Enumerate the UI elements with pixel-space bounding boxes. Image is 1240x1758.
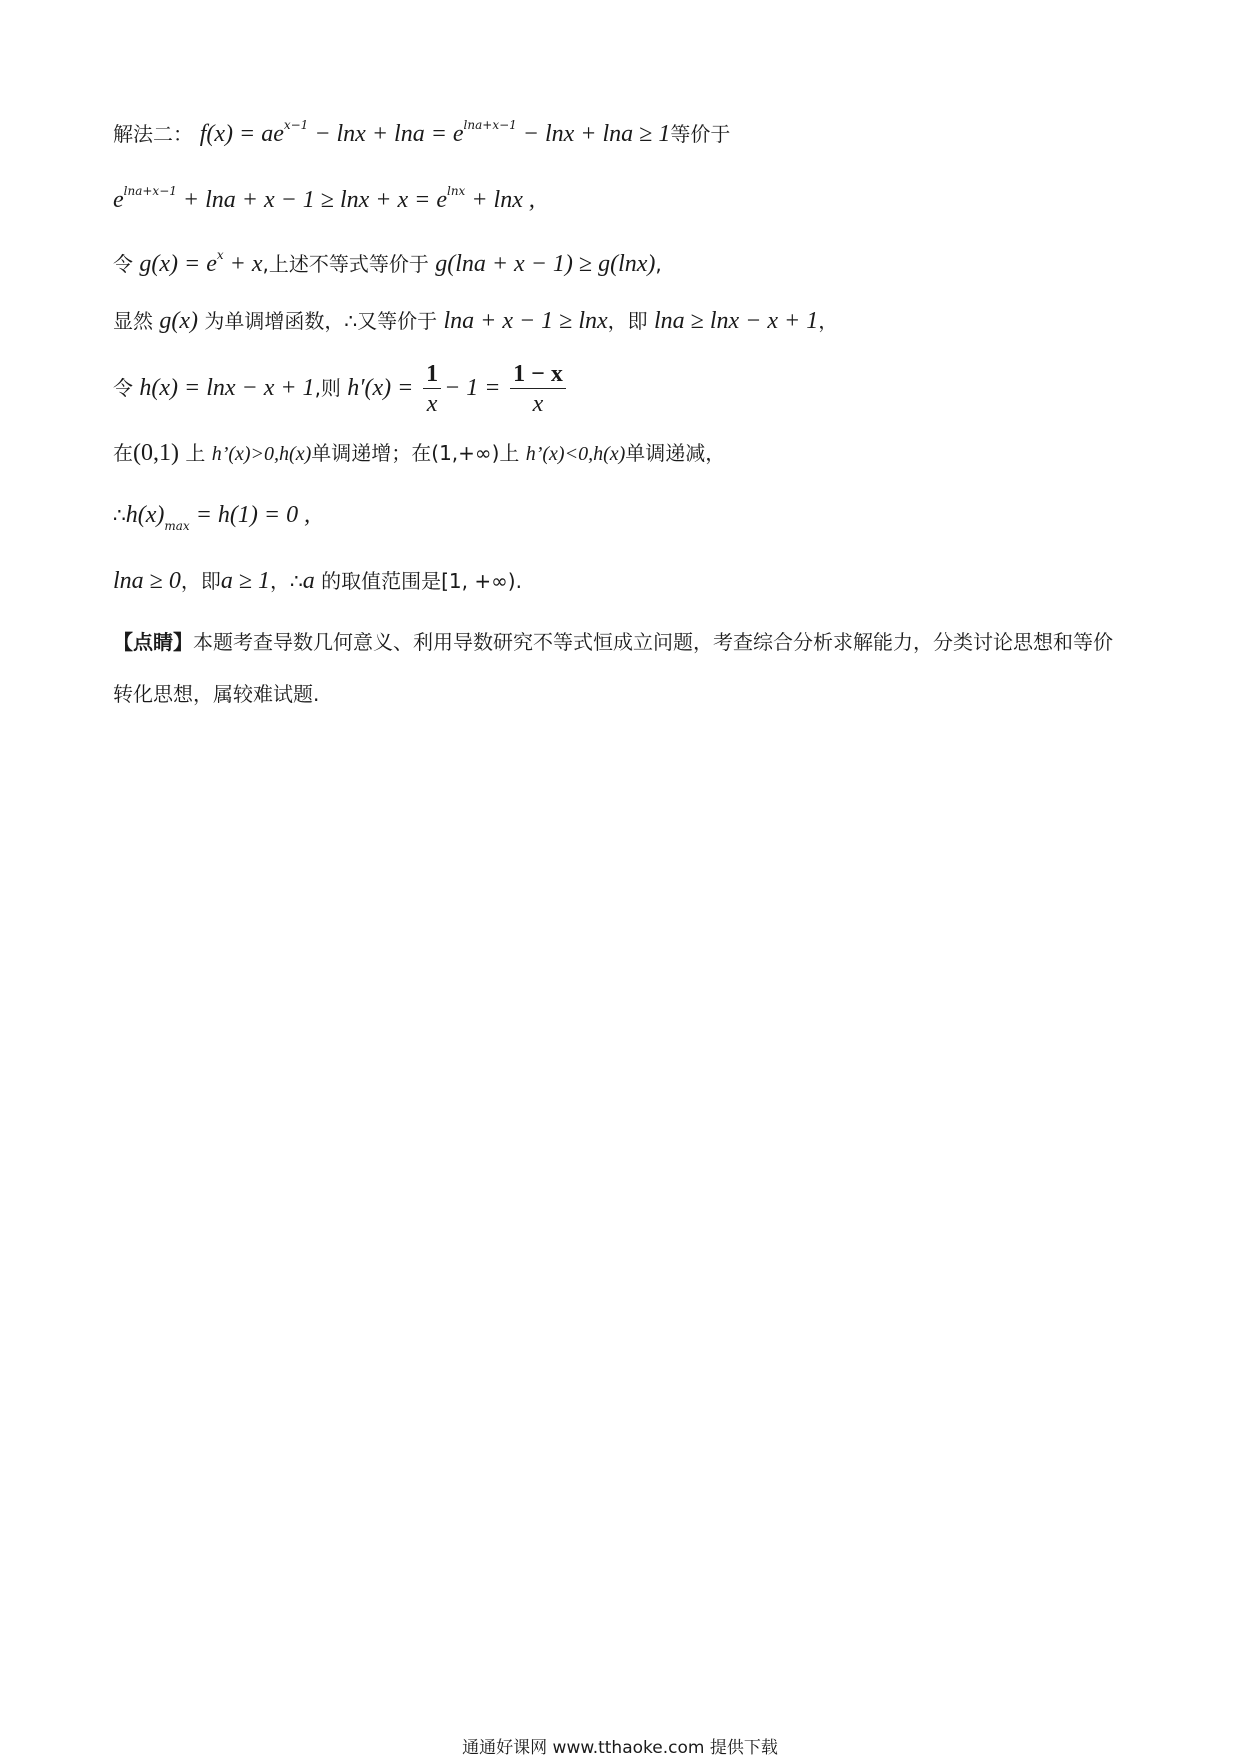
formula: h’(x)<0,h(x) — [525, 443, 626, 465]
exponent: x−1 — [283, 118, 309, 132]
footer-watermark: 通通好课网 www.tthaoke.com 提供下载 — [462, 1738, 778, 1758]
solution-line-5 — [113, 358, 569, 419]
formula: e — [113, 187, 124, 213]
formula: g(x) = e — [139, 251, 217, 277]
solution-line-3 — [113, 240, 662, 279]
formula: (0,1) — [133, 440, 179, 466]
formula: lna ≥ 0 — [113, 568, 181, 594]
text: ，即 — [607, 309, 655, 333]
formula: a ≥ 1 — [220, 568, 271, 594]
solution-line-8 — [113, 566, 522, 596]
formula: − lnx + lna ≥ 1 — [516, 121, 671, 147]
formula: + x — [223, 251, 263, 277]
formula: g(lna + x − 1) ≥ g(lnx) — [435, 251, 656, 277]
formula: h′(x) = — [347, 375, 414, 401]
text: 在 — [113, 441, 133, 465]
method-label: 解法二： — [113, 122, 193, 146]
exponent: lna+x−1 — [463, 118, 517, 132]
solution-line-4 — [113, 306, 838, 336]
exponent: x — [216, 248, 224, 262]
text: 单调递减， — [625, 441, 726, 465]
fraction — [510, 360, 566, 419]
formula: = h(1) = 0 , — [189, 502, 311, 528]
solution-line-7 — [113, 500, 310, 541]
text: ,则 — [314, 376, 348, 400]
denominator: x — [532, 391, 544, 417]
text: , — [655, 252, 662, 276]
formula: + lna + x − 1 ≥ lnx + x = e — [176, 187, 447, 213]
text: ，即 — [180, 569, 221, 593]
comment-tag: 【点睛】 — [113, 630, 193, 654]
text: ,上述不等式等价于 — [262, 252, 436, 276]
text: 令 — [113, 376, 140, 400]
formula: − lnx + lna = e — [308, 121, 464, 147]
subscript: max — [164, 519, 190, 533]
formula: f(x) = ae — [199, 121, 284, 147]
solution-line-1 — [113, 110, 730, 149]
text: 的取值范围是[1, +∞). — [314, 569, 522, 593]
denominator: x — [426, 391, 438, 417]
comment-text: 本题考查导数几何意义、利用导数研究不等式恒成立问题，考查综合分析求解能力，分类讨论思想和等价转化思想，属较难试题. — [113, 630, 1113, 706]
text: 令 — [113, 252, 140, 276]
text: 上 — [178, 441, 212, 465]
text: 显然 — [113, 309, 160, 333]
text: 等价于 — [670, 122, 731, 146]
formula: g(x) — [159, 308, 198, 334]
numerator: 1 − x — [510, 360, 566, 389]
exponent: lna+x−1 — [123, 184, 177, 198]
formula: h’(x)>0,h(x) — [211, 443, 312, 465]
formula: lna + x − 1 ≥ lnx — [443, 308, 608, 334]
exponent: lnx — [446, 184, 466, 198]
formula: lna ≥ lnx − x + 1 — [654, 308, 819, 334]
text: 单调递增；在(1,+∞)上 — [311, 441, 526, 465]
formula: − 1 = — [444, 375, 501, 401]
text: ， — [818, 309, 839, 333]
comment-paragraph — [113, 616, 1123, 720]
formula: + lnx , — [465, 187, 535, 213]
numerator: 1 — [423, 360, 441, 389]
solution-line-6 — [113, 438, 725, 469]
text: 为单调增函数，∴又等价于 — [198, 309, 444, 333]
formula: a — [302, 568, 315, 594]
text: ，∴ — [270, 569, 303, 593]
fraction — [423, 360, 441, 419]
solution-line-2 — [113, 176, 535, 215]
formula: h(x) — [125, 502, 165, 528]
therefore-symbol: ∴ — [113, 503, 126, 527]
formula: h(x) = lnx − x + 1 — [139, 375, 315, 401]
